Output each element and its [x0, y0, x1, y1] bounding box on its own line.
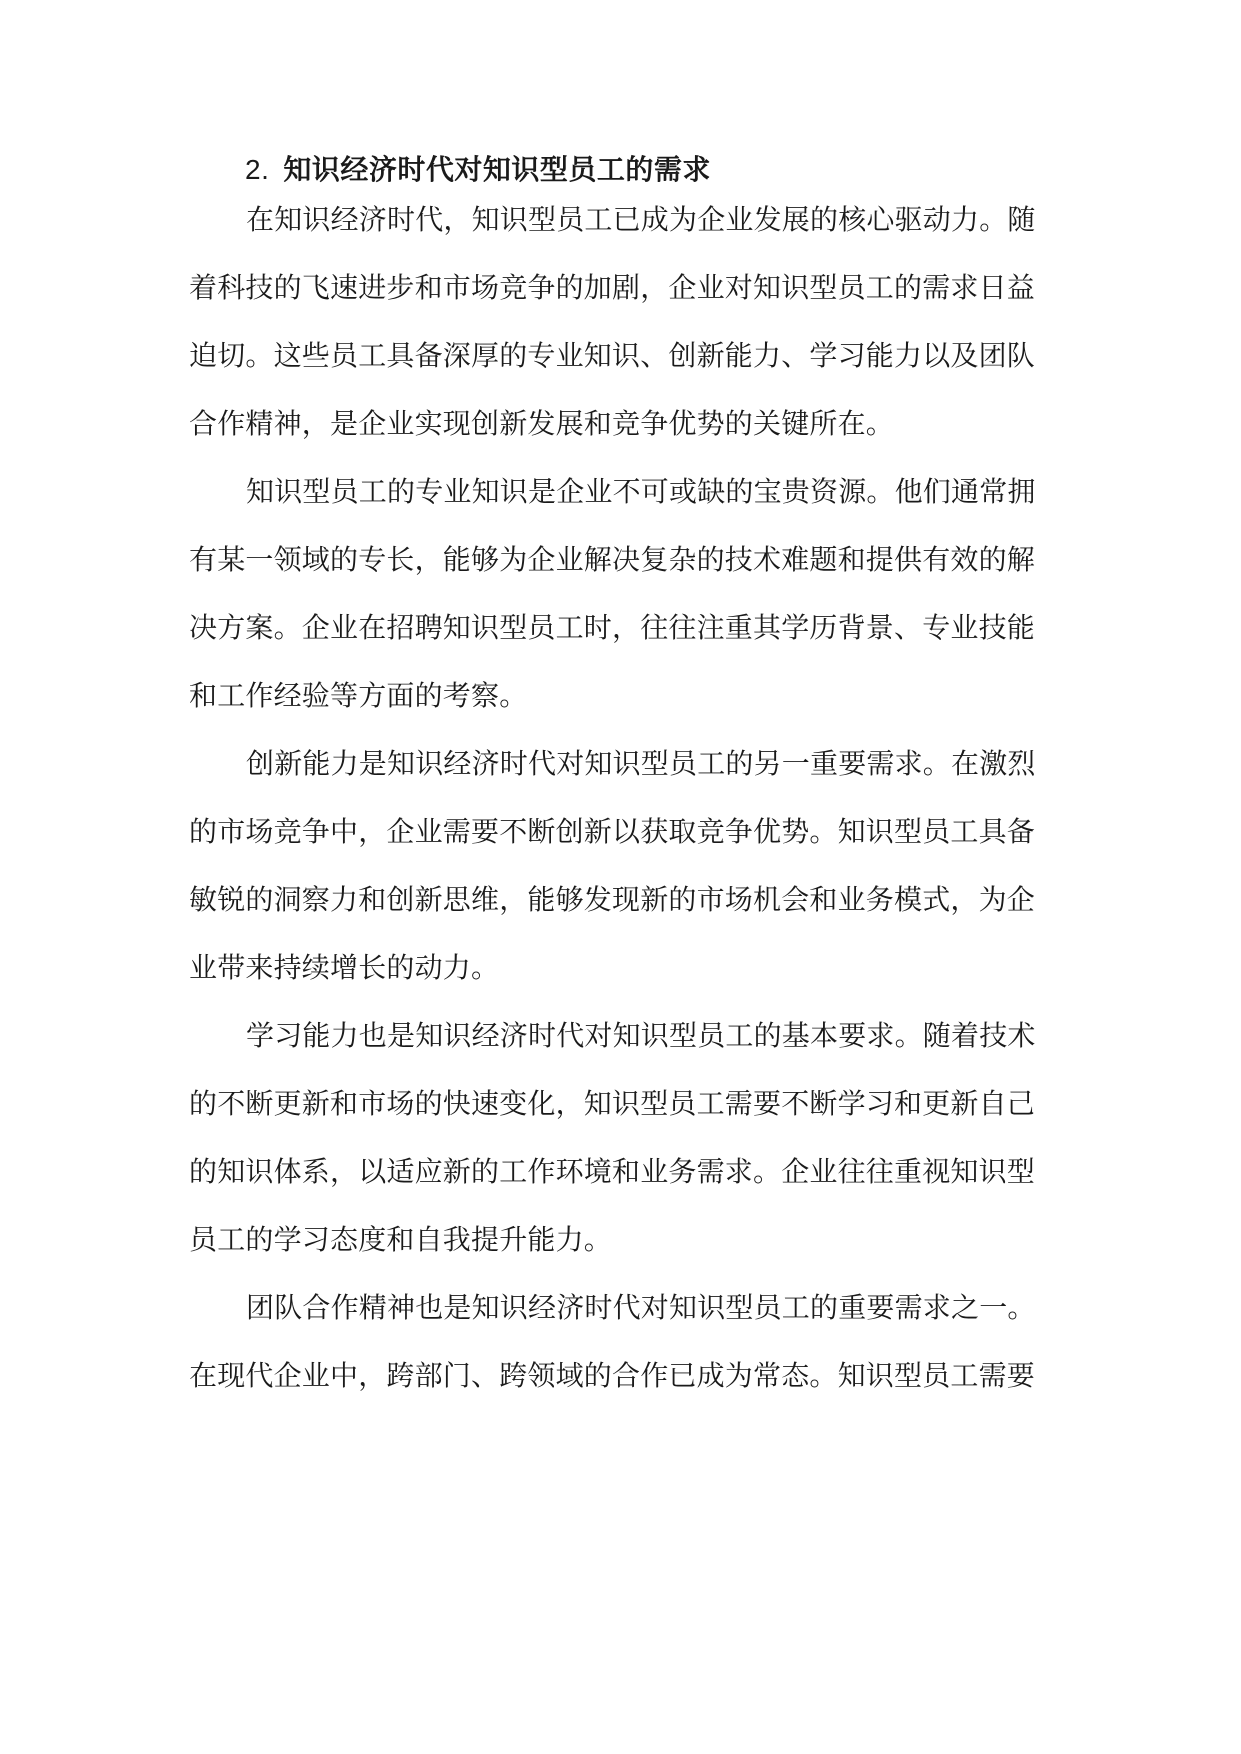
paragraph-line: 业带来持续增长的动力。 — [189, 951, 500, 984]
paragraph-line: 创新能力是知识经济时代对知识型员工的另一重要需求。在激烈 — [246, 747, 1036, 780]
paragraph-line: 在现代企业中，跨部门、跨领域的合作已成为常态。知识型员工需要 — [189, 1359, 1036, 1392]
paragraph-line: 决方案。企业在招聘知识型员工时，往往注重其学历背景、专业技能 — [189, 611, 1036, 644]
paragraph-line: 有某一领域的专长，能够为企业解决复杂的技术难题和提供有效的解 — [189, 543, 1036, 576]
section-title: 知识经济时代对知识型员工的需求 — [283, 153, 711, 186]
paragraph-line: 学习能力也是知识经济时代对知识型员工的基本要求。随着技术 — [246, 1019, 1036, 1052]
paragraph-line: 迫切。这些员工具备深厚的专业知识、创新能力、学习能力以及团队 — [189, 339, 1036, 372]
section-number: 2. — [245, 154, 270, 185]
paragraph-line: 着科技的飞速进步和市场竞争的加剧，企业对知识型员工的需求日益 — [189, 271, 1036, 304]
paragraph-line: 团队合作精神也是知识经济时代对知识型员工的重要需求之一。 — [246, 1291, 1036, 1324]
paragraph-line: 在知识经济时代，知识型员工已成为企业发展的核心驱动力。随 — [246, 203, 1036, 236]
section-heading — [245, 150, 711, 190]
paragraph-line: 的市场竞争中，企业需要不断创新以获取竞争优势。知识型员工具备 — [189, 815, 1036, 848]
paragraph-line: 和工作经验等方面的考察。 — [189, 679, 528, 712]
paragraph-line: 合作精神，是企业实现创新发展和竞争优势的关键所在。 — [189, 407, 895, 440]
paragraph-line: 的知识体系，以适应新的工作环境和业务需求。企业往往重视知识型 — [189, 1155, 1036, 1188]
paragraph-line: 敏锐的洞察力和创新思维，能够发现新的市场机会和业务模式，为企 — [189, 883, 1036, 916]
paragraph-line: 员工的学习态度和自我提升能力。 — [189, 1223, 613, 1256]
paragraph-line: 的不断更新和市场的快速变化，知识型员工需要不断学习和更新自己 — [189, 1087, 1036, 1120]
paragraph-line: 知识型员工的专业知识是企业不可或缺的宝贵资源。他们通常拥 — [246, 475, 1036, 508]
